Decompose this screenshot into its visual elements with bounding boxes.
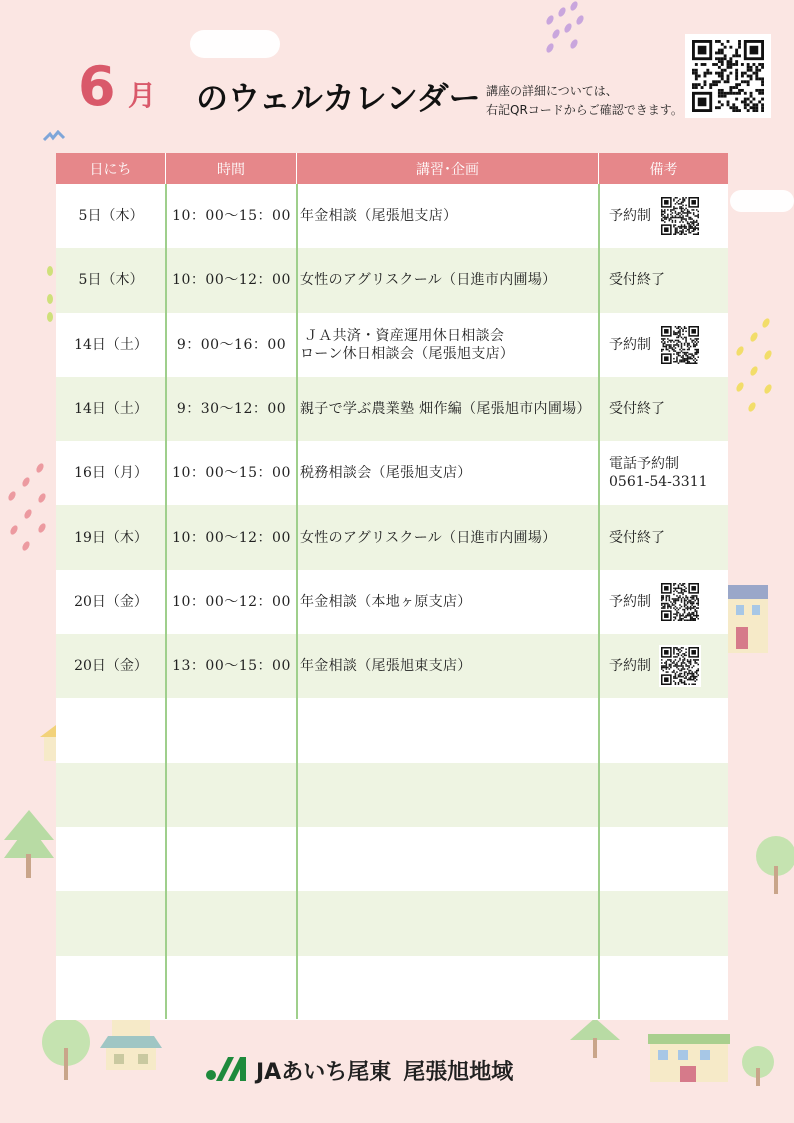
note-text: 予約制 bbox=[609, 336, 651, 353]
dots-pattern bbox=[0, 460, 56, 560]
cell-time: 10：00〜15：00 bbox=[172, 208, 291, 225]
house-illustration bbox=[40, 725, 56, 761]
cell-date: 16日（月） bbox=[74, 465, 148, 482]
event-line: ローン休日相談会（尾張旭支店） bbox=[300, 345, 515, 362]
cell-date: 20日（金） bbox=[74, 658, 148, 675]
cell-date bbox=[56, 698, 166, 762]
table-row bbox=[56, 956, 728, 1020]
note-text: 予約制 bbox=[609, 208, 651, 225]
table-row bbox=[56, 441, 728, 505]
table-row bbox=[56, 248, 728, 312]
phone-number: 0561-54-3311 bbox=[609, 474, 708, 491]
tree-illustration bbox=[38, 1018, 94, 1080]
qr-code-icon[interactable] bbox=[659, 195, 701, 237]
cell-date bbox=[56, 827, 166, 891]
cell-time: 10：00〜15：00 bbox=[172, 465, 291, 482]
cell-event bbox=[297, 698, 599, 762]
table-row bbox=[56, 634, 728, 698]
ja-logo bbox=[202, 1053, 513, 1087]
table-row bbox=[56, 505, 728, 569]
qr-code-icon[interactable] bbox=[659, 645, 701, 687]
cell-time bbox=[166, 698, 297, 762]
month-unit: 月 bbox=[128, 79, 157, 112]
note-text: 予約制 bbox=[609, 658, 651, 675]
table-row bbox=[56, 763, 728, 827]
cell-note bbox=[599, 248, 728, 312]
house-illustration bbox=[648, 1034, 730, 1082]
table-row bbox=[56, 827, 728, 891]
note-text: 受付終了 bbox=[609, 401, 665, 418]
ja-mark-icon bbox=[202, 1053, 252, 1087]
qr-code-icon[interactable] bbox=[659, 324, 701, 366]
page-header bbox=[0, 0, 794, 150]
cell-time: 13：00〜15：00 bbox=[172, 658, 291, 675]
tree-illustration bbox=[570, 1018, 620, 1058]
cell-time: 10：00〜12：00 bbox=[172, 529, 291, 546]
event-table bbox=[56, 153, 728, 1019]
qr-note-line: 右記QRコードからご確認できます。 bbox=[486, 103, 683, 117]
cell-note bbox=[599, 698, 728, 762]
table-body bbox=[56, 184, 728, 1020]
column-header-note: 備考 bbox=[649, 161, 678, 178]
cell-time: 9：30〜12：00 bbox=[176, 401, 287, 418]
cell-event bbox=[297, 313, 599, 377]
cell-note bbox=[599, 827, 728, 891]
cell-note bbox=[599, 763, 728, 827]
cell-date bbox=[56, 956, 166, 1020]
dots-pattern bbox=[728, 315, 788, 425]
cell-note bbox=[599, 634, 728, 698]
cell-date: 19日（木） bbox=[74, 529, 148, 546]
note-line: 電話予約制 bbox=[609, 456, 679, 473]
cell-date bbox=[56, 891, 166, 955]
cell-time: 9：00〜16：00 bbox=[176, 336, 287, 353]
cell-time: 10：00〜12：00 bbox=[172, 272, 291, 289]
qr-note-line: 講座の詳細については、 bbox=[486, 84, 618, 98]
tree-illustration bbox=[4, 810, 54, 880]
column-divider bbox=[165, 184, 167, 1019]
cell-event bbox=[297, 827, 599, 891]
cell-event: 年金相談（本地ヶ原支店） bbox=[300, 593, 472, 610]
note-lines bbox=[609, 455, 708, 491]
cell-event: 年金相談（尾張旭支店） bbox=[300, 208, 458, 225]
cloud-decoration bbox=[730, 190, 794, 212]
logo-text: JAあいち尾東 bbox=[256, 1059, 392, 1085]
house-illustration bbox=[728, 583, 768, 653]
cell-event bbox=[297, 891, 599, 955]
cell-time: 10：00〜12：00 bbox=[172, 593, 291, 610]
cell-time bbox=[166, 827, 297, 891]
cell-date: 5日（木） bbox=[78, 208, 144, 225]
leaf-dots bbox=[44, 265, 56, 325]
tree-illustration bbox=[740, 1046, 776, 1086]
column-header-date: 日にち bbox=[56, 153, 166, 184]
cell-event bbox=[297, 763, 599, 827]
month-number: 6 bbox=[78, 55, 116, 118]
cell-time bbox=[166, 956, 297, 1020]
table-row bbox=[56, 891, 728, 955]
cell-date: 14日（土） bbox=[74, 401, 148, 418]
column-divider bbox=[598, 184, 600, 1019]
note-text: 受付終了 bbox=[609, 272, 665, 289]
event-line: ＪＡ共済・資産運用休日相談会 bbox=[304, 327, 505, 344]
cell-note bbox=[599, 313, 728, 377]
table-row bbox=[56, 184, 728, 248]
cell-note bbox=[599, 441, 728, 505]
region-name: 尾張旭地域 bbox=[403, 1059, 514, 1085]
cell-date bbox=[56, 763, 166, 827]
cell-note bbox=[599, 377, 728, 441]
qr-code-icon[interactable] bbox=[685, 34, 771, 118]
table-row bbox=[56, 570, 728, 634]
cell-event: 税務相談会（尾張旭支店） bbox=[300, 465, 472, 482]
cell-event: 年金相談（尾張旭東支店） bbox=[300, 658, 472, 675]
cell-note bbox=[599, 184, 728, 248]
note-text: 受付終了 bbox=[609, 529, 665, 546]
page-title: のウェルカレンダー bbox=[196, 79, 481, 117]
cell-note bbox=[599, 891, 728, 955]
table-row bbox=[56, 698, 728, 762]
cell-time bbox=[166, 891, 297, 955]
column-divider bbox=[296, 184, 298, 1019]
qr-note bbox=[486, 82, 683, 120]
cell-note bbox=[599, 956, 728, 1020]
cell-event: 親子で学ぶ農業塾 畑作編（尾張旭市内圃場） bbox=[300, 401, 591, 418]
cell-event: 女性のアグリスクール（日進市内圃場） bbox=[300, 272, 557, 289]
cell-event: 女性のアグリスクール（日進市内圃場） bbox=[300, 529, 557, 546]
qr-code-icon[interactable] bbox=[659, 581, 701, 623]
table-row bbox=[56, 377, 728, 441]
cell-date: 14日（土） bbox=[74, 336, 148, 353]
table-header bbox=[56, 153, 728, 184]
column-header-time: 時間 bbox=[166, 153, 297, 184]
cell-date: 5日（木） bbox=[78, 272, 144, 289]
cell-date: 20日（金） bbox=[74, 593, 148, 610]
tree-illustration bbox=[754, 836, 794, 896]
event-lines bbox=[300, 327, 514, 363]
cell-event bbox=[297, 956, 599, 1020]
table-row bbox=[56, 313, 728, 377]
column-header-event: 講習･企画 bbox=[297, 153, 599, 184]
house-illustration bbox=[100, 1018, 162, 1070]
cell-note bbox=[599, 570, 728, 634]
note-text: 予約制 bbox=[609, 593, 651, 610]
cell-note bbox=[599, 505, 728, 569]
cell-time bbox=[166, 763, 297, 827]
